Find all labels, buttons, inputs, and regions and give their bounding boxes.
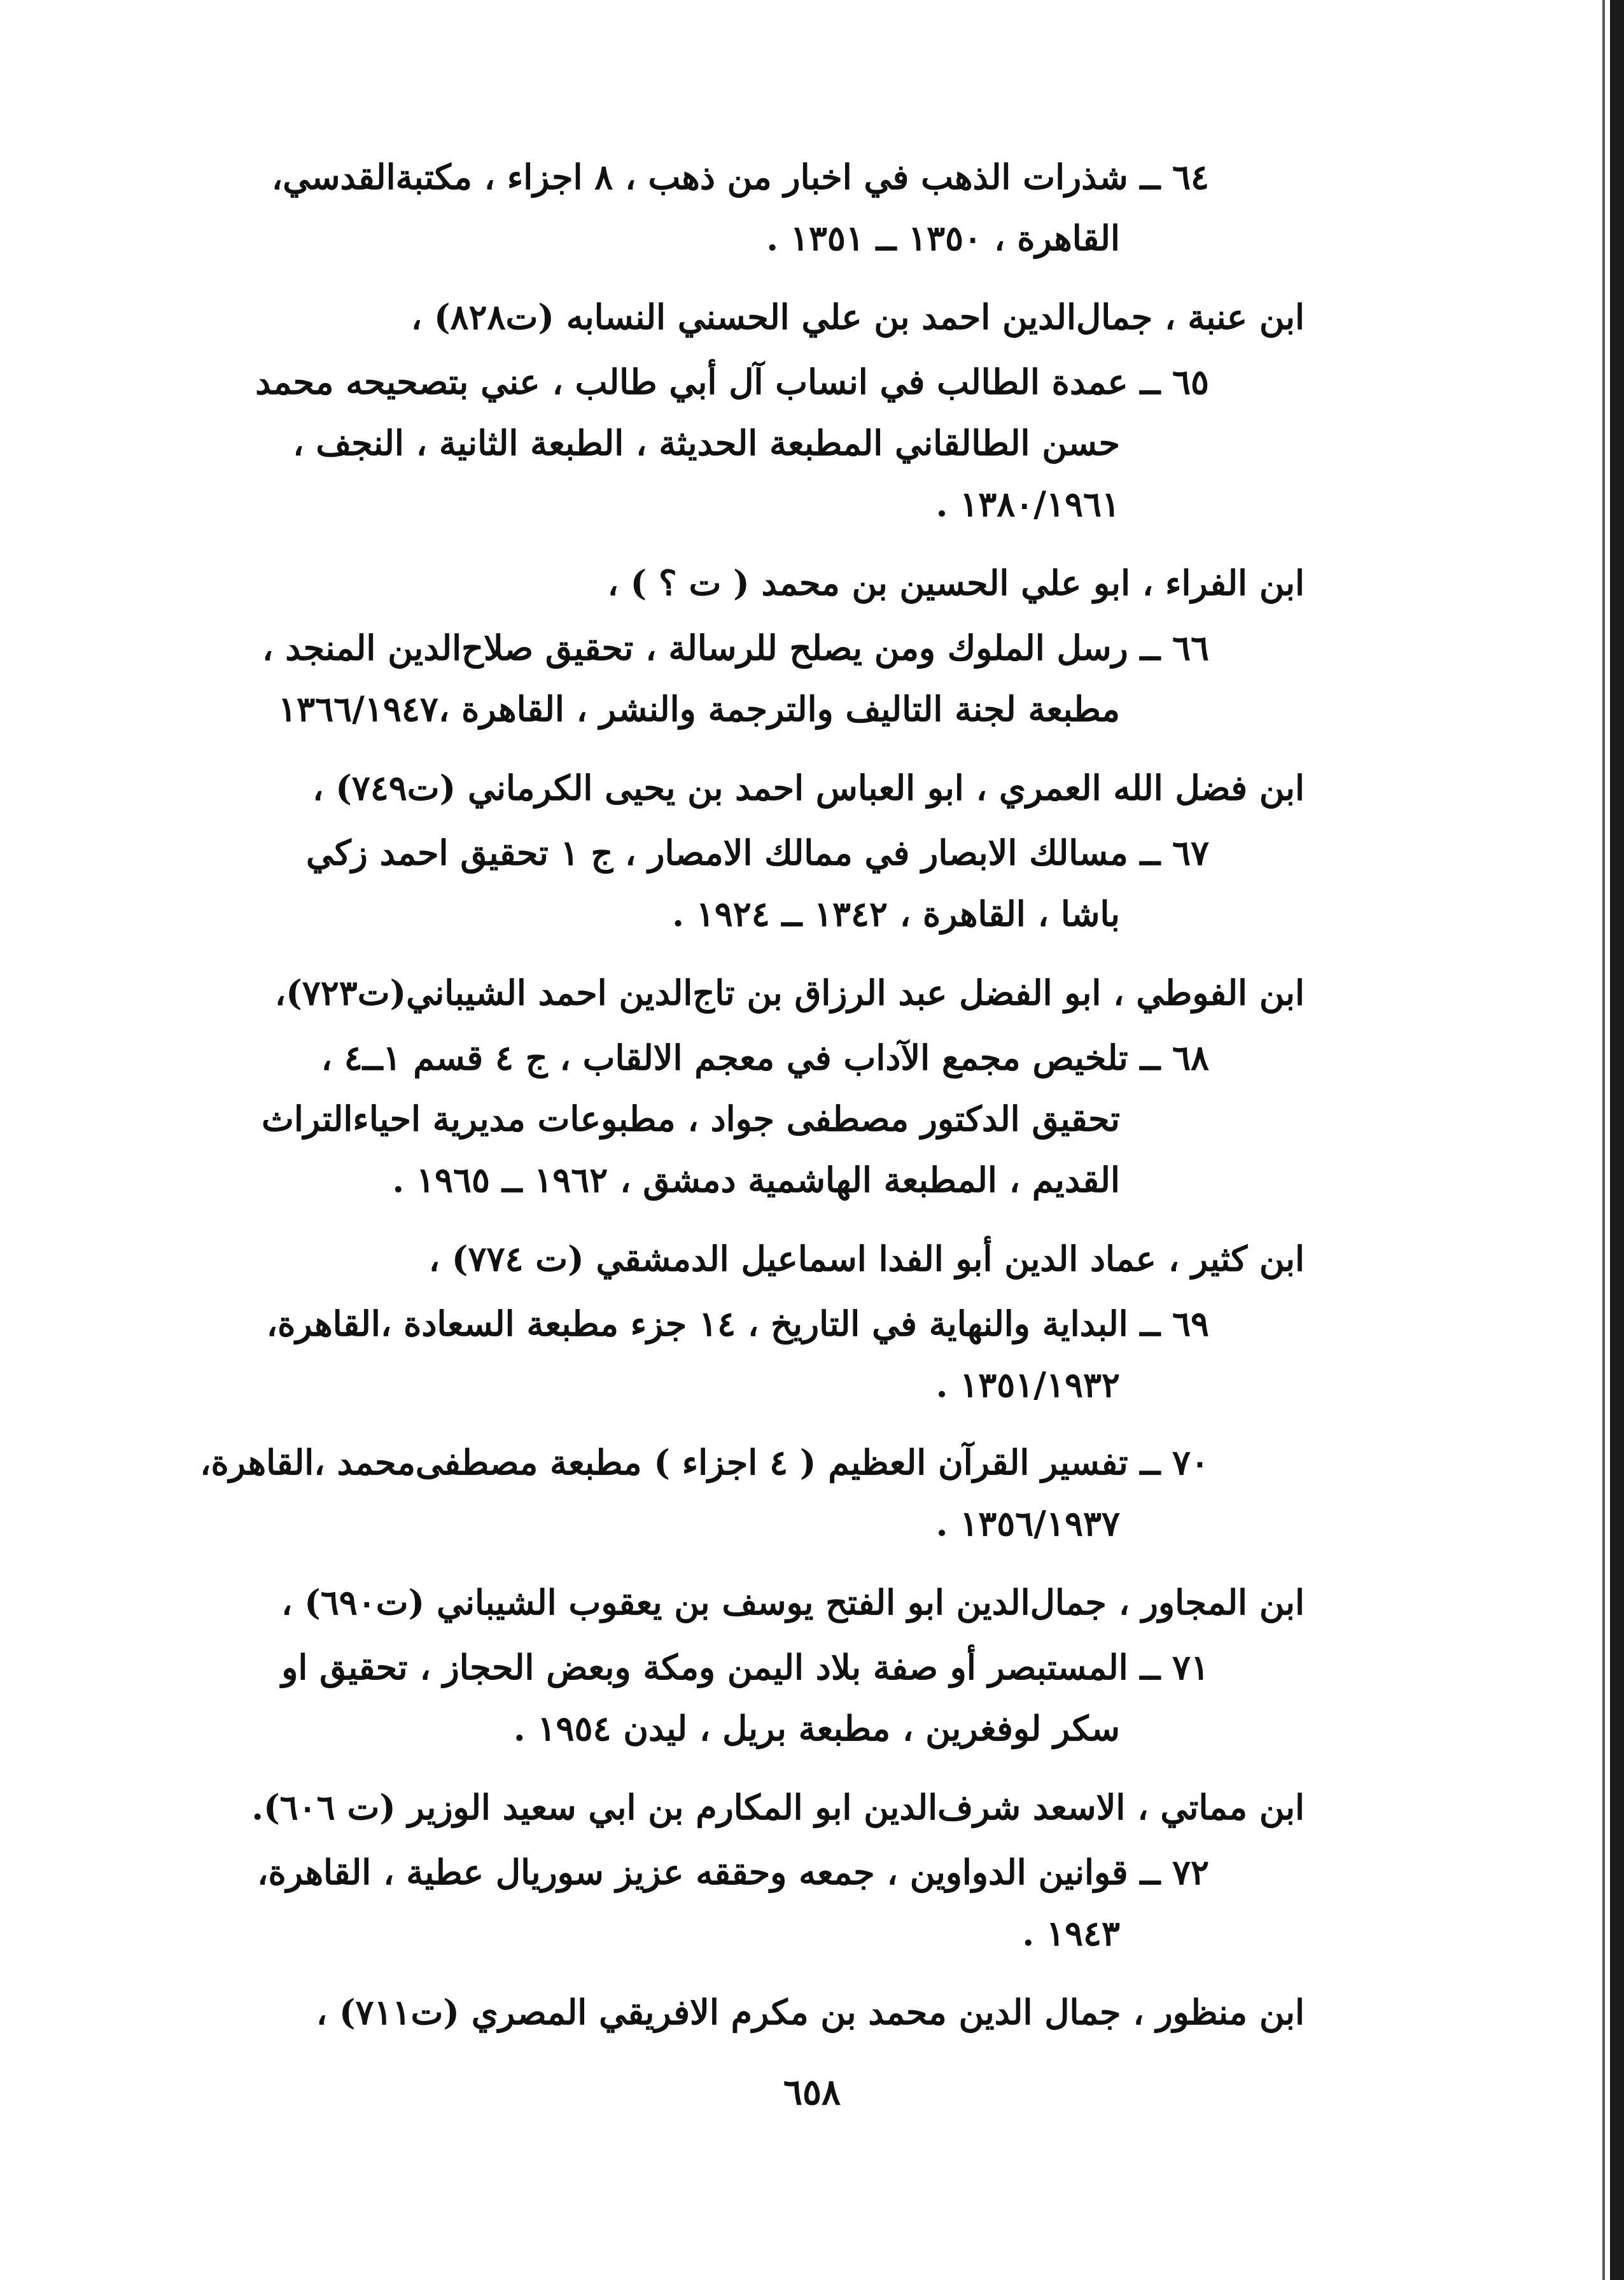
bibliography-work-64 <box>153 146 1305 269</box>
work-line: القاهرة ، ١٣٥٠ ــ ١٣٥١ . <box>766 218 1120 258</box>
work-line: ٦٧ ــ مسالك الابصار في ممالك الامصار ، ج ١ تحقيق احمد زكي <box>305 832 1209 873</box>
work-line: ٧٢ ــ قوانين الدواوين ، جمعه وحققه عزيز سوريال عطية ، القاهرة، <box>257 1852 1209 1892</box>
work-line: ٦٤ ــ شذرات الذهب في اخبار من ذهب ، ٨ اجزاء ، مكتبةالقدسي، <box>271 157 1209 197</box>
work-line: ٧١ ــ المستبصر أو صفة بلاد اليمن ومكة وبعض الحجاز ، تحقيق او <box>281 1647 1209 1688</box>
work-line: ٦٦ ــ رسل الملوك ومن يصلح للرسالة ، تحقيق صلاح‌الدين المنجد ، <box>262 627 1209 668</box>
work-line: مطبعة لجنة التاليف والترجمة والنشر ، القاهرة ،١٣٦٦/١٩٤٧ <box>278 689 1120 729</box>
work-line: حسن الطالقاني المطبعة الحديثة ، الطبعة الثانية ، النجف ، <box>293 423 1120 463</box>
bibliography-author-ibn-kathir: ابن كثير ، عماد الدين أبو الفدا اسماعيل الدمشقي (ت ٧٧٤) ، <box>428 1238 1305 1279</box>
bibliography-work-66 <box>153 617 1305 739</box>
work-line: ١٣٨٠/١٩٦١ . <box>935 484 1120 524</box>
page-edge-shadow <box>1610 0 1624 2280</box>
bibliography-author-ibn-mammati: ابن مماتي ، الاسعد شرف‌الدين ابو المكارم بن ابي سعيد الوزير (ت ٦٠٦). <box>251 1787 1305 1828</box>
bibliography-author-ibn-inaba: ابن عنبة ، جمال‌الدين احمد بن علي الحسني النسابه (ت٨٢٨) ، <box>410 297 1305 337</box>
bibliography-author-ibn-manzur: ابن منظور ، جمال الدين محمد بن مكرم الافريقي المصري (ت٧١١) ، <box>316 1992 1305 2032</box>
page-edge-line <box>1602 0 1605 2280</box>
bibliography-work-67 <box>153 822 1305 944</box>
work-line: ١٣٥١/١٩٣٢ . <box>935 1364 1120 1405</box>
work-line: ٧٠ ــ تفسير القرآن العظيم ( ٤ اجزاء ) مطبعة مصطفى‌محمد ،القاهرة، <box>200 1442 1209 1483</box>
work-line: ٦٩ ــ البداية والنهاية في التاريخ ، ١٤ جزء مطبعة السعادة ،القاهرة، <box>266 1303 1209 1344</box>
work-line: ١٩٤٣ . <box>1022 1913 1120 1954</box>
bibliography-work-71 <box>153 1637 1305 1759</box>
work-line: سكر لوفغرين ، مطبعة بريل ، ليدن ١٩٥٤ . <box>513 1708 1120 1749</box>
bibliography-work-68 <box>153 1027 1305 1210</box>
bibliography-work-65 <box>153 351 1305 535</box>
bibliography-author-ibn-al-farra: ابن الفراء ، ابو علي الحسين بن محمد ( ت ؟ ) ، <box>607 563 1305 603</box>
bibliography-work-70 <box>153 1432 1305 1554</box>
work-line: باشا ، القاهرة ، ١٣٤٢ ــ ١٩٢٤ . <box>672 893 1120 934</box>
bibliography-author-ibn-al-mujawir: ابن المجاور ، جمال‌الدين ابو الفتح يوسف بن يعقوب الشيباني (ت٦٩٠) ، <box>281 1582 1305 1623</box>
work-line: تحقيق الدكتور مصطفى جواد ، مطبوعات مديرية احياءالتراث <box>262 1098 1120 1139</box>
work-line: ٦٨ ــ تلخيص مجمع الآداب في معجم الالقاب ، ج ٤ قسم ١ــ٤ ، <box>321 1037 1209 1078</box>
page-number: ٦٥٨ <box>783 2071 841 2113</box>
bibliography-work-72 <box>153 1842 1305 1964</box>
work-line: القديم ، المطبعة الهاشمية دمشق ، ١٩٦٢ ــ ١٩٦٥ . <box>392 1159 1120 1200</box>
bibliography-author-ibn-al-fuwati: ابن الفوطي ، ابو الفضل عبد الرزاق بن تاج‌الدين احمد الشيباني(ت٧٢٣)، <box>274 972 1305 1013</box>
bibliography-author-ibn-fadl-allah: ابن فضل الله العمري ، ابو العباس احمد بن يحيى الكرماني (ت٧٤٩) ، <box>312 767 1305 808</box>
work-line: ٦٥ ــ عمدة الطالب في انساب آل أبي طالب ، عني بتصحيحه محمد <box>255 361 1209 402</box>
bibliography-work-69 <box>153 1293 1305 1415</box>
work-line: ١٣٥٦/١٩٣٧ . <box>935 1503 1120 1544</box>
bibliography-list <box>153 146 1305 2046</box>
